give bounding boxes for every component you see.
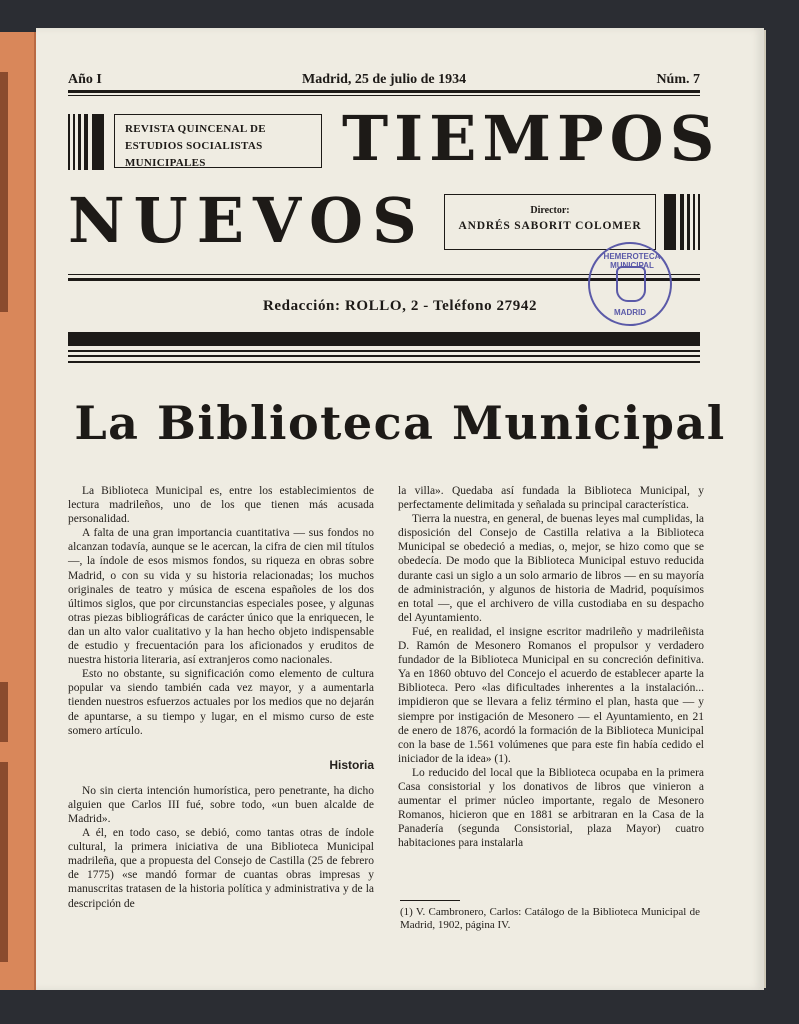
paragraph: A él, en todo caso, se debió, como tantas otras de índole cultural, la primera iniciativa de una Biblioteca Municipal madrileña, que a propuesta del Consejo de Castilla (25 de febrero de 1775) «se mandó formar de cuantas obras impresas y manuscritas tratasen de la historia política y administrativa y de la descripción de: [68, 827, 374, 910]
masthead-bars-right: [664, 194, 702, 250]
title-band: [68, 332, 700, 346]
footnote-rule: [400, 900, 460, 901]
paragraph: la villa». Quedaba así fundada la Biblioteca Municipal, y perfectamente delimitada y señalada su principal característica.: [398, 485, 704, 512]
masthead-title-top: TIEMPOS: [342, 102, 721, 175]
stamp-bottom-text: MADRID: [614, 308, 646, 317]
article-title: La Biblioteca Municipal: [74, 396, 726, 450]
section-heading: Historia: [329, 757, 374, 772]
spine-binding-strip: [0, 72, 8, 312]
issue-year: Año I: [68, 72, 102, 87]
crest-icon: [616, 266, 646, 302]
issue-number: Núm. 7: [656, 72, 700, 87]
title-band-line: [68, 355, 700, 357]
paragraph: Tierra la nuestra, en general, de buenas leyes mal cumplidas, la disposición del Consejo de Castilla relativa a la Biblioteca Municipal se obedeció a medias, o, mejor, se hizo como que se obedecía. De modo que la Biblioteca Municipal estuvo reducida durante casi un siglo a un solo armario de libros — en su mayoría de administración, y algunos de historia de Madrid, poquísimos en total —, que el archivero de villa custodiaba en su despacho del Ayuntamiento.: [398, 513, 704, 624]
book-spine: [0, 32, 37, 990]
spine-binding-strip: [0, 762, 8, 962]
issue-line: [68, 72, 700, 92]
paragraph: La Biblioteca Municipal es, entre los establecimientos de lectura madrileños, uno de los que tienen más acusada personalidad.: [68, 485, 374, 526]
title-band-line: [68, 350, 700, 352]
redaccion-line: Redacción: ROLLO, 2 - Teléfono 27942: [262, 298, 538, 314]
header-rule: [68, 90, 700, 93]
subtitle-box: [114, 114, 322, 168]
paragraph: A falta de una gran importancia cuantitativa — sus fondos no alcanzan todavía, aunque se le acercan, la cifra de cien mil títulos —, la índole de esos mismos fondos, su riqueza en obras sobre Madrid, o con su vida y su historia relacionadas; los muchos originales de teatro y música de escena españoles de los dos últimos siglos, que por circunstancias especiales posee, y algunas otras piezas bibliográficas de carácter único que la enriquecen, le dan un alto valor cualitativo y la han hecho objeto indispensable de estudio y frecuentación para los aficionados y eruditos de nuestra historia literaria, así extranjeros como nacionales.: [68, 527, 374, 667]
column-left: [68, 484, 374, 911]
title-band-line: [68, 361, 700, 363]
footnote: (1) V. Cambronero, Carlos: Catálogo de la Biblioteca Municipal de Madrid, 1902, página IV.: [400, 906, 700, 931]
spine-binding-strip: [0, 682, 8, 742]
header-rule: [68, 95, 700, 96]
paragraph: Lo reducido del local que la Biblioteca ocupaba en la primera Casa consistorial y los donativos de libros que vinieron a aumentar el primer núcleo importante, regalo de Mesonero Romanos, hicieron que en 1881 se arbitraran en la Casa de la Panadería (segunda Consistorial, plaza Mayor) cuatro habitaciones para instalarla: [398, 766, 704, 850]
masthead-title-bottom: NUEVOS: [68, 184, 426, 257]
library-stamp: [588, 242, 672, 326]
magazine-page: [36, 28, 764, 990]
issue-date: Madrid, 25 de julio de 1934: [302, 72, 467, 87]
director-label: Director:: [530, 205, 570, 216]
stamp-top-text: HEMEROTECA MUNICIPAL: [603, 252, 661, 270]
masthead-bars-left: [68, 114, 106, 170]
paragraph: Fué, en realidad, el insigne escritor madrileño y madrileñista D. Ramón de Mesonero Romanos el propulsor y verdadero fundador de la Biblioteca Municipal en su concreción definitiva. Ya en 1860 obtuvo del Concejo el acuerdo de establecer aparte la Biblioteca. Pero «las dificultades inherentes a la instalación... impidieron que se llevara a feliz término el plan, hasta que — y siempre por instigación de Mesonero — el Ayuntamiento, en 21 de enero de 1876, acordó la formación de la Biblioteca Municipal con la base de 1.561 volúmenes que para este fin había cedido el iniciador de la idea» (1).: [398, 625, 704, 765]
column-right: [398, 484, 704, 850]
director-name: ANDRÉS SABORIT COLOMER: [458, 220, 642, 232]
subtitle-text: REVISTA QUINCENAL DE ESTUDIOS SOCIALISTAS MUNICIPALES: [125, 123, 266, 169]
paragraph: No sin cierta intención humorística, pero penetrante, ha dicho alguien que Carlos III fué, sobre todo, «un buen alcalde de Madrid».: [68, 784, 374, 825]
paragraph: Esto no obstante, su significación como elemento de cultura popular va siendo también cada vez mayor, y a aumentarla tienden nuestros esfuerzos actuales por los medios que no dejarán de apuntarse, a su tiempo y lugar, en el mismo curso de este somero artículo.: [68, 668, 374, 737]
